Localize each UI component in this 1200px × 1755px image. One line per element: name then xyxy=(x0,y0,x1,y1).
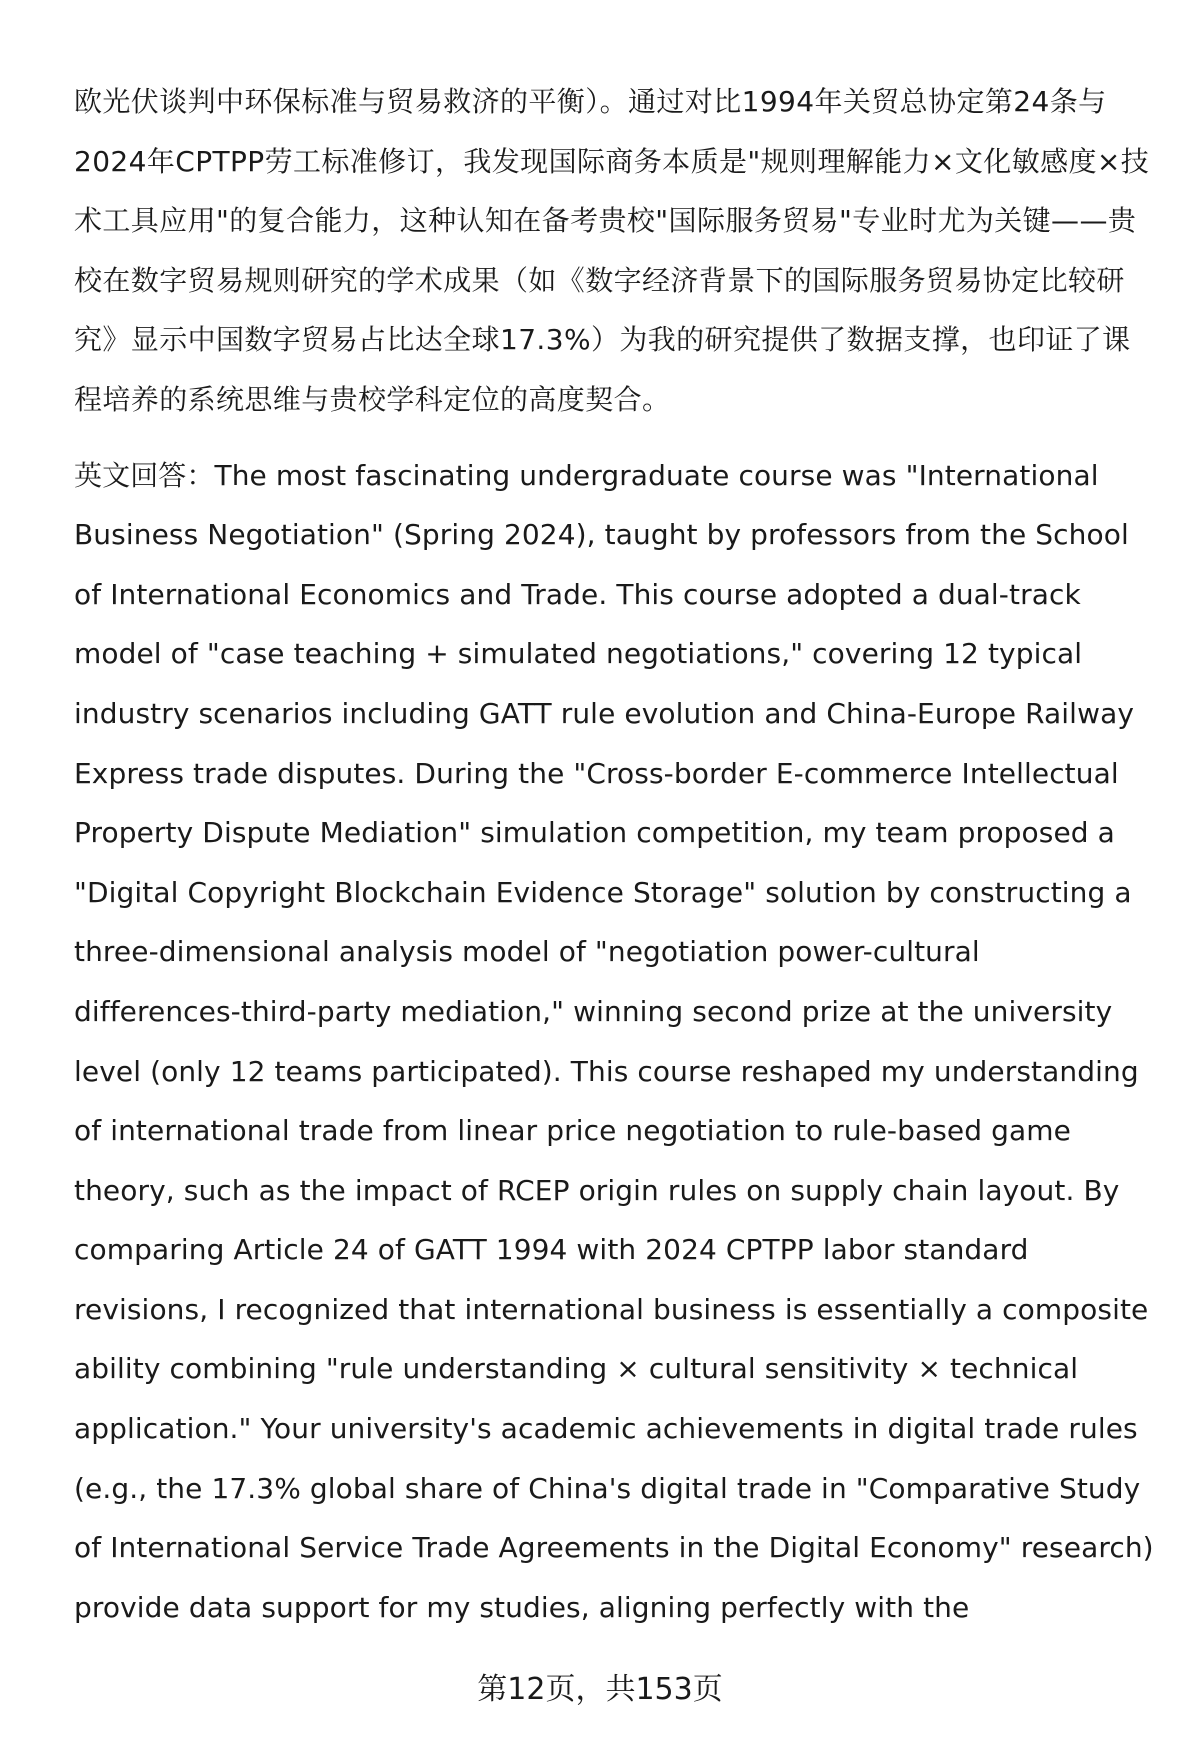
page-number-footer: 第12页，共153页 xyxy=(477,1672,723,1707)
paragraph-chinese-continuation: 欧光伏谈判中环保标准与贸易救济的平衡）。通过对比1994年关贸总协定第24条与2024年CPTPP劳工标准修订，我发现国际商务本质是"规则理解能力×文化敏感度×技术工具应用"的复合能力，这种认知在备考贵校"国际服务贸易"专业时尤为关键——贵校在数字贸易规则研究的学术成果（如《数字经济背景下的国际服务贸易协定比较研究》显示中国数字贸易占比达全球17.3%）为我的研究提供了数据支撑，也印证了课程培养的系统思维与贵校学科定位的高度契合。 xyxy=(74,85,1150,416)
document-body xyxy=(74,72,1154,1637)
paragraph-english-answer: 英文回答：The most fascinating undergraduate course was "International Business Negotiation" (Spring 2024), taught by professors from the School of International Economics and Trade. This course adopted a dual-track model of "case teaching + simulated negotiations," covering 12 typical industry scenarios including GATT rule evolution and China-Europe Railway Express trade disputes. During the "Cross-border E-commerce Intellectual Property Dispute Mediation" simulation competition, my team proposed a "Digital Copyright Blockchain Evidence Storage" solution by constructing a three-dimensional analysis model of "negotiation power-cultural differences-third-party mediation," winning second prize at the university level (only 12 teams participated). This course reshaped my understanding of international trade from linear price negotiation to rule-based game theory, such as the impact of RCEP origin rules on supply chain layout. By comparing Article 24 of GATT 1994 with 2024 CPTPP labor standard revisions, I recognized that international business is essentially a composite ability combining "rule understanding × cultural sensitivity × technical application." Your university's academic achievements in digital trade rules (e.g., the 17.3% global share of China's digital trade in "Comparative Study of International Service Trade Agreements in the Digital Economy" research) provide data support for my studies, aligning perfectly with the xyxy=(74,458,1154,1624)
